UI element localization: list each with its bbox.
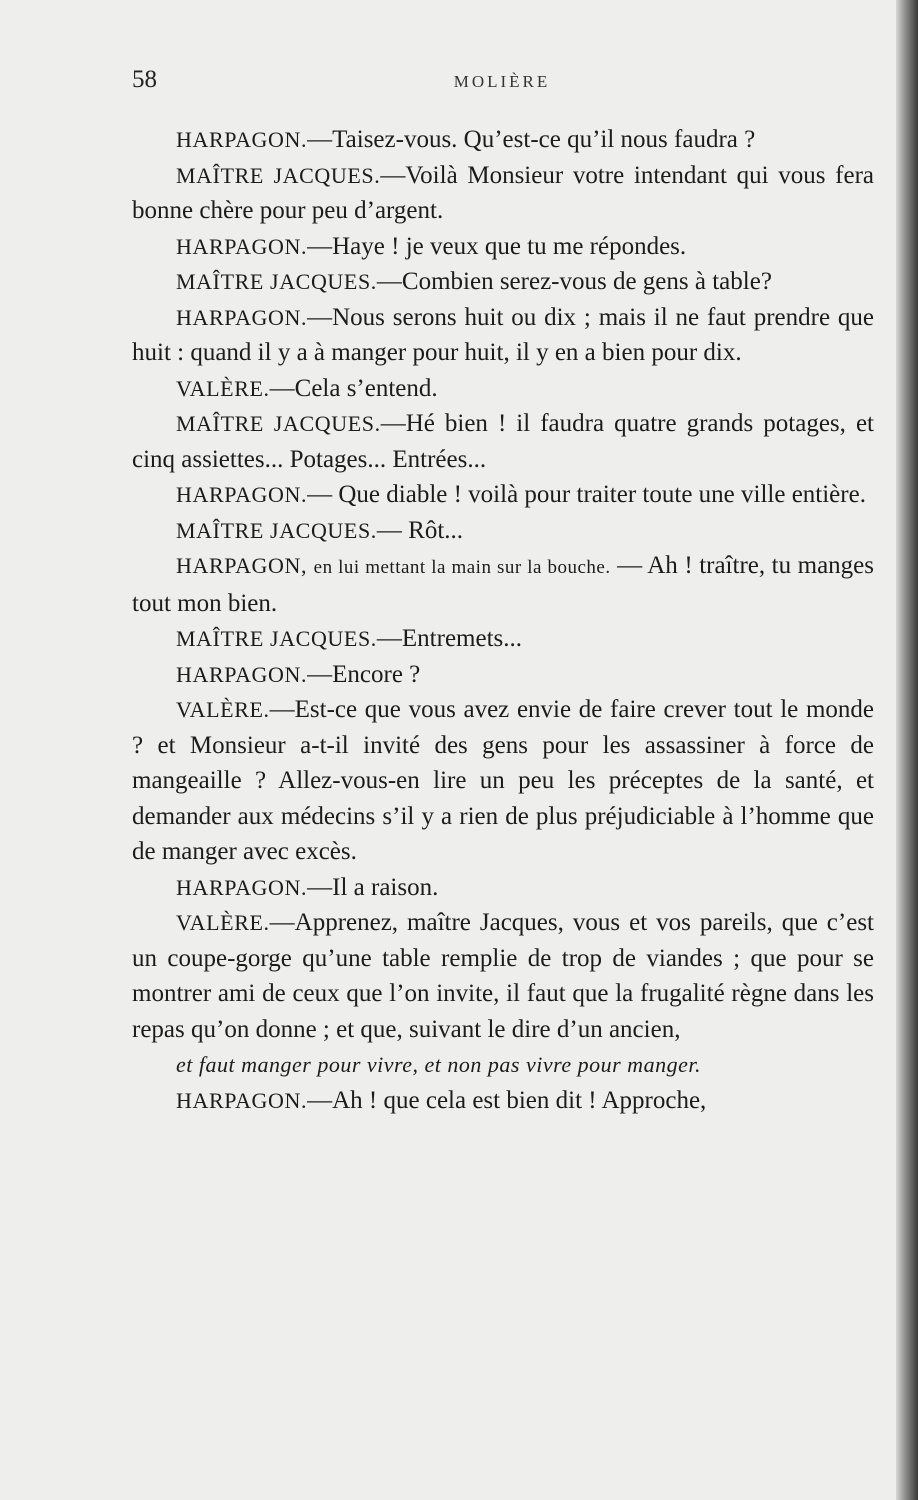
italic-quote: et faut manger pour vivre, et non pas vivre pour manger. xyxy=(176,1052,701,1077)
running-head: MOLIÈRE xyxy=(453,72,551,91)
speaker: VALÈRE. xyxy=(176,697,270,722)
speaker: MAÎTRE JACQUES. xyxy=(176,269,377,294)
speaker: MAÎTRE JACQUES. xyxy=(176,517,377,543)
speech: — Ah ! traître, tu manges tout mon bien. xyxy=(132,552,874,617)
speech: — Que diable ! voilà pour traiter toute une ville entière. xyxy=(307,481,866,508)
speech: — Rôt... xyxy=(376,516,464,544)
dialogue-line xyxy=(132,905,874,1083)
speaker: HARPAGON. xyxy=(176,127,308,152)
speech: —Voilà Monsieur votre intendant qui vous fera bonne chère pour peu d’argent. xyxy=(132,161,875,224)
dialogue-line xyxy=(132,158,874,229)
speech: —Taisez-vous. Qu’est-ce qu’il nous faudra ? xyxy=(307,126,756,153)
speech: —Ah ! que cela est bien dit ! Approche, xyxy=(307,1086,707,1114)
speaker: HARPAGON. xyxy=(176,482,308,507)
play-text xyxy=(132,122,874,1118)
speech: —Cela s’entend. xyxy=(269,374,438,402)
dialogue-line xyxy=(132,477,874,513)
speech: —Apprenez, maître Jacques, vous et vos pareils, que c’est un coupe-gorge qu’une table remplie de trop de viandes ; que pour se montrer ami de ceux que l’on invite, il faut que la frugalité règne dans les repas qu’on donne ; et que, suivant le dire d’un ancien, xyxy=(132,909,874,1043)
dialogue-line xyxy=(132,870,874,906)
page-header xyxy=(132,66,872,106)
dialogue-line xyxy=(132,300,874,371)
speech: —Hé bien ! il faudra quatre grands potages, et cinq assiettes... Potages... Entrées... xyxy=(132,410,874,473)
dialogue-line xyxy=(132,657,874,693)
dialogue-line xyxy=(132,548,874,621)
speaker: MAÎTRE JACQUES. xyxy=(176,411,381,436)
dialogue-line xyxy=(132,264,874,300)
dialogue-line xyxy=(132,621,874,657)
speaker: HARPAGON. xyxy=(176,1087,308,1113)
speech: —Haye ! je veux que tu me répondes. xyxy=(307,232,687,260)
speech: —Nous serons huit ou dix ; mais il ne faut prendre que huit : quand il y a à manger pour huit, il y en a bien pour dix. xyxy=(132,303,874,366)
speaker: HARPAGON. xyxy=(176,874,308,900)
speaker: HARPAGON. xyxy=(176,233,308,259)
speech: —Il a raison. xyxy=(307,873,439,901)
dialogue-line xyxy=(132,229,874,265)
speech: —Entremets... xyxy=(376,625,523,652)
stage-direction: en lui mettant la main sur la bouche. xyxy=(313,557,611,578)
speaker: MAÎTRE JACQUES. xyxy=(176,162,381,188)
page-number: 58 xyxy=(132,66,157,93)
speech: —Encore ? xyxy=(307,660,421,688)
speech: —Est-ce que vous avez envie de faire crever tout le monde ? et Monsieur a-t-il invité des gens pour les assassiner à force de mangeaille ? Allez-vous-en lire un peu les préceptes de la santé, et demander aux médecins s’il y a rien de plus préjudiciable à l’homme que de manger avec excès. xyxy=(132,696,874,865)
speaker: MAÎTRE JACQUES. xyxy=(176,626,377,651)
speech: —Combien serez-vous de gens à table? xyxy=(376,268,772,295)
speaker: VALÈRE. xyxy=(176,375,270,401)
dialogue-line xyxy=(132,513,874,549)
speaker: HARPAGON. xyxy=(176,304,308,330)
dialogue-line xyxy=(132,122,874,158)
speaker: HARPAGON. xyxy=(176,661,308,687)
dialogue-line xyxy=(132,692,874,870)
page-edge-shadow xyxy=(896,0,918,1500)
dialogue-line xyxy=(132,1083,874,1119)
speaker: HARPAGON, xyxy=(176,553,308,578)
dialogue-line xyxy=(132,371,874,407)
dialogue-line xyxy=(132,406,874,477)
speaker: VALÈRE. xyxy=(176,910,270,935)
